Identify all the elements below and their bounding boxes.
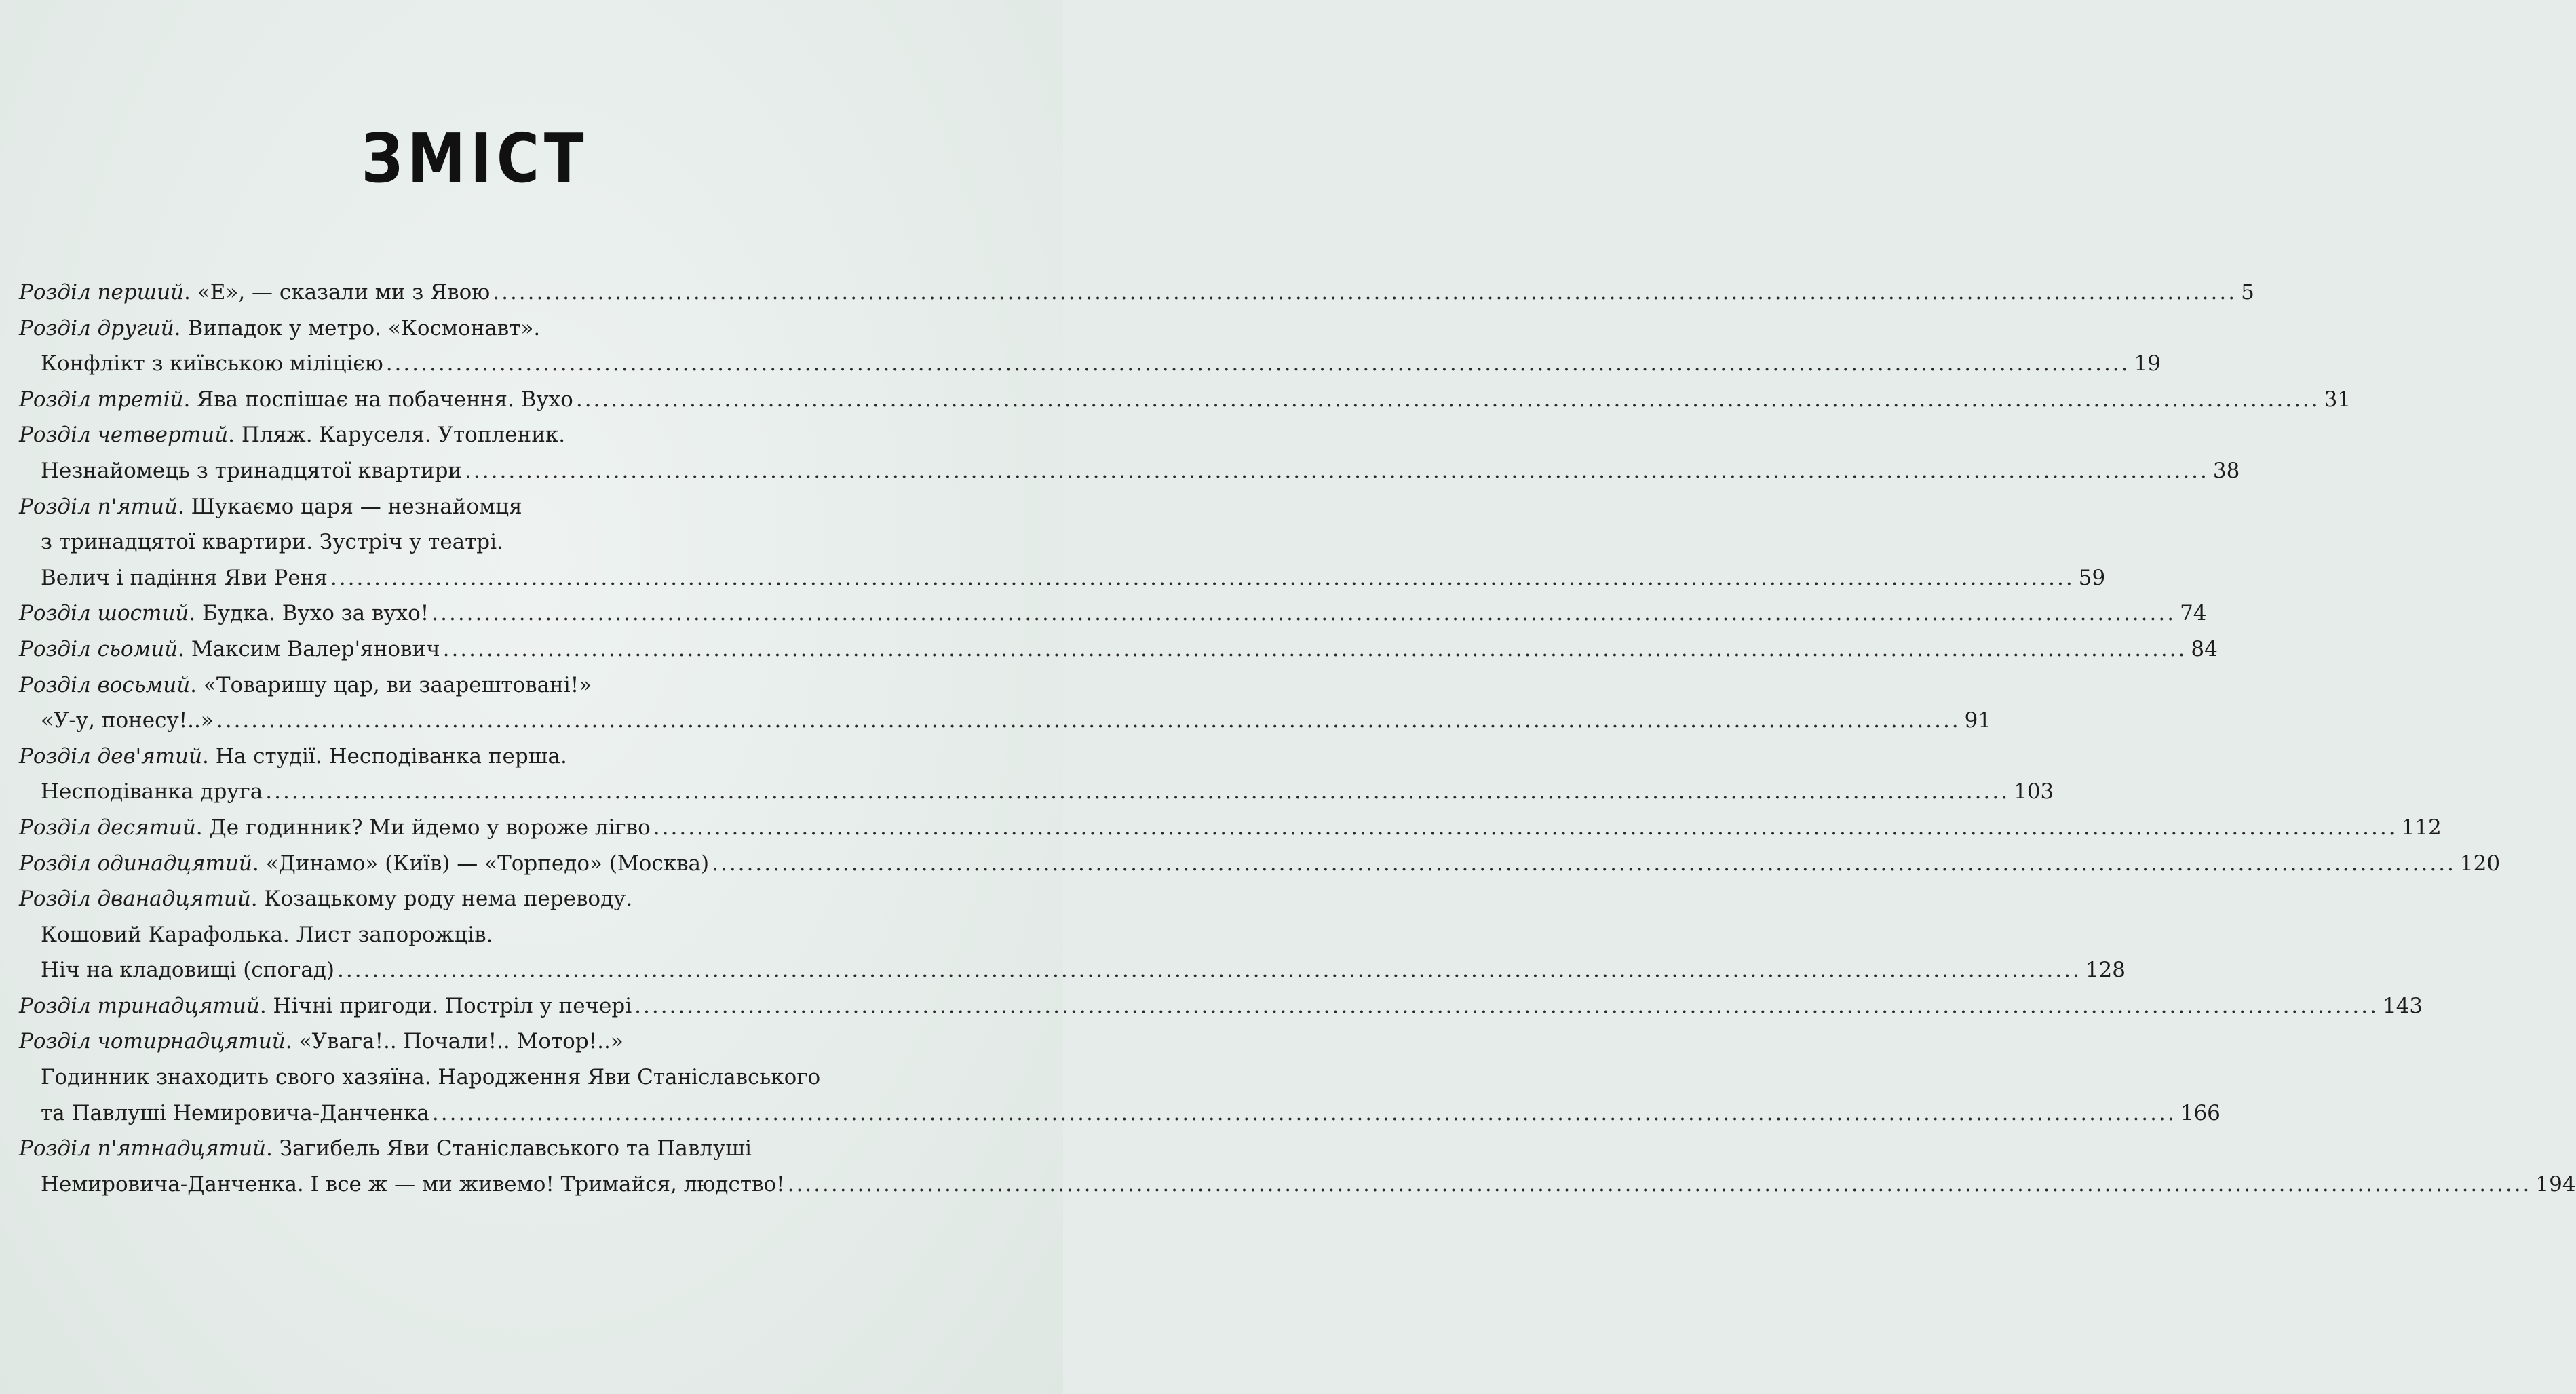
toc-entry bbox=[19, 703, 1992, 739]
page-number: 31 bbox=[2324, 387, 2351, 412]
dot-leader: ........................................................................................................................................................................................................ bbox=[634, 993, 2379, 1018]
dot-leader: ........................................................................................................................................................................................................ bbox=[216, 708, 1961, 733]
toc-entry-text bbox=[41, 453, 462, 489]
chapter-name: Розділ чотирнадцятий bbox=[19, 1029, 286, 1054]
chapter-title: Немировича-Данченка. І все ж — ми живемо! Тримайся, людство! bbox=[41, 1172, 785, 1197]
toc-entry bbox=[19, 1024, 936, 1060]
chapter-name: Розділ дванадцятий bbox=[19, 887, 251, 912]
dot-leader: ........................................................................................................................................................................................................ bbox=[787, 1172, 2532, 1197]
toc-entry-text bbox=[19, 988, 632, 1024]
toc-entry-text bbox=[19, 1131, 752, 1167]
chapter-separator: . bbox=[177, 494, 191, 519]
toc-entry bbox=[19, 739, 936, 775]
chapter-separator: . bbox=[195, 815, 210, 840]
page-number: 166 bbox=[2180, 1100, 2221, 1125]
page-number: 91 bbox=[1964, 708, 1992, 733]
toc-entry bbox=[19, 667, 936, 703]
toc-entry-text bbox=[41, 1167, 785, 1203]
page-number: 59 bbox=[2078, 565, 2106, 590]
chapter-name: Розділ дев'ятий bbox=[19, 743, 202, 769]
page-number: 5 bbox=[2241, 280, 2254, 305]
chapter-separator: . bbox=[190, 672, 204, 697]
chapter-title: Загибель Яви Станіславського та Павлуші bbox=[279, 1136, 752, 1161]
page-number: 143 bbox=[2382, 993, 2423, 1018]
toc-entry-text bbox=[19, 596, 429, 632]
toc-entry bbox=[19, 632, 2218, 667]
toc-entry-text bbox=[19, 632, 440, 667]
chapter-name: Розділ шостий bbox=[19, 601, 189, 626]
page-number: 103 bbox=[2014, 779, 2054, 805]
page-number: 74 bbox=[2180, 601, 2207, 626]
chapter-title: Ява поспішає на побачення. Вухо bbox=[197, 387, 573, 412]
chapter-separator: . bbox=[174, 315, 188, 341]
dot-leader: ........................................................................................................................................................................................................ bbox=[493, 280, 2237, 305]
toc-entry-text bbox=[41, 560, 328, 596]
toc-entry bbox=[19, 311, 936, 347]
chapter-separator: . bbox=[228, 423, 242, 448]
chapter-name: Розділ п'ятий bbox=[19, 494, 178, 519]
toc-entry bbox=[19, 453, 2240, 489]
chapter-name: Розділ тринадцятий bbox=[19, 993, 260, 1018]
toc-entry bbox=[19, 952, 2126, 988]
chapter-title: Шукаємо царя — незнайомця bbox=[191, 494, 522, 519]
chapter-name: Розділ восьмий bbox=[19, 672, 191, 697]
toc-entry-text bbox=[41, 524, 503, 560]
dot-leader: ........................................................................................................................................................................................................ bbox=[431, 601, 2176, 626]
chapter-separator: . bbox=[252, 851, 266, 876]
toc-entry bbox=[19, 1131, 936, 1167]
toc-entry bbox=[19, 382, 2351, 418]
chapter-title: Кошовий Карафолька. Лист запорожців. bbox=[41, 922, 493, 947]
toc-entry bbox=[19, 1167, 2576, 1203]
chapter-name: Розділ сьомий bbox=[19, 636, 178, 661]
chapter-title: Велич і падіння Яви Реня bbox=[41, 565, 328, 590]
toc-entry-text bbox=[19, 382, 573, 418]
toc-entry bbox=[19, 417, 936, 453]
toc-entry-text bbox=[19, 275, 490, 311]
dot-leader: ........................................................................................................................................................................................................ bbox=[575, 387, 2320, 412]
page-number: 19 bbox=[2134, 351, 2161, 376]
chapter-name: Розділ десятий bbox=[19, 815, 196, 840]
chapter-title: Конфлікт з київською міліцією bbox=[41, 351, 383, 376]
chapter-title: Козацькому роду нема переводу. bbox=[264, 887, 633, 912]
chapter-title: «Товаришу цар, ви заарештовані!» bbox=[203, 672, 592, 697]
dot-leader: ........................................................................................................................................................................................................ bbox=[385, 351, 2130, 376]
chapter-title: Ніч на кладовищі (спогад) bbox=[41, 958, 334, 983]
page-number: 194 bbox=[2535, 1172, 2576, 1197]
chapter-title: з тринадцятої квартири. Зустріч у театрі. bbox=[41, 530, 503, 555]
dot-leader: ........................................................................................................................................................................................................ bbox=[712, 851, 2456, 876]
dot-leader: ........................................................................................................................................................................................................ bbox=[431, 1100, 2176, 1125]
dot-leader: ........................................................................................................................................................................................................ bbox=[265, 779, 2010, 805]
chapter-name: Розділ другий bbox=[19, 315, 174, 341]
chapter-separator: . bbox=[285, 1029, 299, 1054]
chapter-title: Пляж. Каруселя. Утопленик. bbox=[241, 423, 566, 448]
chapter-separator: . bbox=[189, 601, 203, 626]
toc-entry bbox=[19, 524, 936, 560]
toc-entry-text bbox=[19, 667, 592, 703]
chapter-title: Незнайомець з тринадцятої квартири bbox=[41, 458, 463, 483]
chapter-name: Розділ четвертий bbox=[19, 423, 229, 448]
chapter-title: «Е», — сказали ми з Явою bbox=[197, 280, 491, 305]
toc-entry bbox=[19, 810, 2442, 846]
toc-entry-text bbox=[41, 346, 383, 382]
toc-entry-text bbox=[19, 846, 709, 882]
toc-entry-text bbox=[41, 952, 334, 988]
table-of-contents bbox=[19, 275, 2576, 1202]
page-number: 128 bbox=[2085, 958, 2126, 983]
chapter-title: «У-у, понесу!..» bbox=[41, 708, 214, 733]
chapter-title: Випадок у метро. «Космонавт». bbox=[187, 315, 541, 341]
chapter-title: Будка. Вухо за вухо! bbox=[202, 601, 429, 626]
page-number: 84 bbox=[2191, 636, 2218, 661]
chapter-separator: . bbox=[178, 636, 191, 661]
toc-entry bbox=[19, 560, 2106, 596]
toc-entry-text bbox=[19, 417, 565, 453]
chapter-separator: . bbox=[183, 387, 197, 412]
chapter-title: «Динамо» (Київ) — «Торпедо» (Москва) bbox=[265, 851, 710, 876]
chapter-title: та Павлуші Немировича-Данченка bbox=[41, 1100, 429, 1125]
toc-entry-text bbox=[19, 810, 651, 846]
toc-entry bbox=[19, 275, 2254, 311]
toc-entry bbox=[19, 917, 936, 953]
chapter-name: Розділ перший bbox=[19, 280, 185, 305]
toc-entry bbox=[19, 881, 936, 917]
toc-entry bbox=[19, 774, 2054, 810]
chapter-name: Розділ п'ятнадцятий bbox=[19, 1136, 267, 1161]
toc-entry-text bbox=[41, 774, 263, 810]
toc-entry bbox=[19, 988, 2423, 1024]
page-number: 120 bbox=[2459, 851, 2501, 876]
toc-entry-text bbox=[19, 881, 632, 917]
chapter-title: Де годинник? Ми йдемо у вороже лігво bbox=[209, 815, 651, 840]
toc-entry-text bbox=[41, 1096, 429, 1131]
toc-entry bbox=[19, 489, 936, 525]
chapter-title: На студії. Несподіванка перша. bbox=[215, 743, 567, 769]
page-number: 38 bbox=[2212, 458, 2240, 483]
chapter-name: Розділ одинадцятий bbox=[19, 851, 252, 876]
chapter-separator: . bbox=[266, 1136, 280, 1161]
chapter-separator: . bbox=[184, 280, 197, 305]
toc-entry bbox=[19, 346, 2161, 382]
chapter-title: «Увага!.. Почали!.. Мотор!..» bbox=[299, 1029, 623, 1054]
dot-leader: ........................................................................................................................................................................................................ bbox=[442, 636, 2187, 661]
toc-entry bbox=[19, 596, 2207, 632]
dot-leader: ........................................................................................................................................................................................................ bbox=[653, 815, 2398, 840]
dot-leader: ........................................................................................................................................................................................................ bbox=[337, 958, 2081, 983]
toc-entry-text bbox=[41, 1060, 820, 1096]
dot-leader: ........................................................................................................................................................................................................ bbox=[465, 458, 2209, 483]
chapter-separator: . bbox=[250, 887, 265, 912]
toc-entry-text bbox=[19, 489, 522, 525]
toc-entry bbox=[19, 1060, 936, 1096]
toc-entry-text bbox=[41, 703, 214, 739]
toc-entry-text bbox=[19, 739, 567, 775]
chapter-title: Нічні пригоди. Постріл у печері bbox=[273, 993, 632, 1018]
chapter-title: Годинник знаходить свого хазяїна. Народження Яви Станіславського bbox=[41, 1065, 821, 1090]
toc-entry-text bbox=[19, 311, 540, 347]
chapter-name: Розділ третій bbox=[19, 387, 184, 412]
toc-entry bbox=[19, 846, 2501, 882]
chapter-separator: . bbox=[259, 993, 273, 1018]
dot-leader: ........................................................................................................................................................................................................ bbox=[330, 565, 2075, 590]
toc-entry-text bbox=[19, 1024, 623, 1060]
chapter-title: Несподіванка друга bbox=[41, 779, 263, 805]
chapter-title: Максим Валер'янович bbox=[191, 636, 440, 661]
chapter-separator: . bbox=[202, 743, 216, 769]
toc-entry bbox=[19, 1096, 2221, 1131]
page-title: ЗМІСТ bbox=[361, 119, 589, 198]
page-number: 112 bbox=[2401, 815, 2442, 840]
toc-entry-text bbox=[41, 917, 493, 953]
